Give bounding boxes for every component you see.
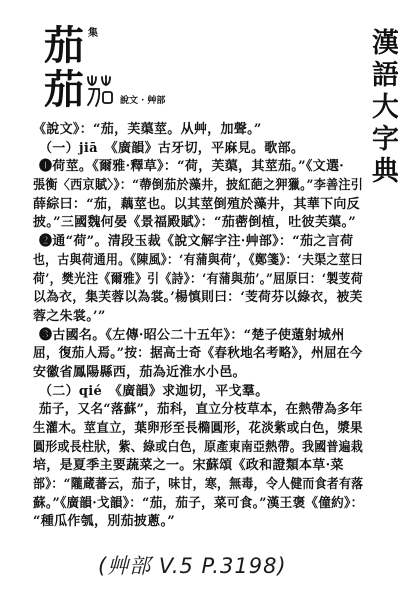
text-line bbox=[33, 383, 363, 402]
headword-mark: 集 bbox=[88, 28, 98, 39]
text-line-content: 以為衣，集芙蓉以為裳。’楊慎則曰：‘芰荷芬以綠衣，被芙 bbox=[33, 290, 363, 306]
text-line bbox=[33, 177, 363, 196]
text-line bbox=[33, 158, 363, 177]
text-line-content: 安徽省鳳陽縣西，茄為近淮水小邑。 bbox=[33, 364, 246, 380]
dictionary-title: 漢語大字典 bbox=[367, 28, 398, 188]
text-line bbox=[33, 327, 363, 346]
text-line-content: 薛綜曰：“茄，藕莖也。以其莖倒殖於藻井，其華下向反 bbox=[33, 196, 360, 212]
text-line-content: 披。”三國魏何晏《景福殿賦》：“茄蔤倒植，吐彼芙蕖。” bbox=[33, 215, 357, 231]
text-line-content: 蓉之朱裳。’” bbox=[33, 308, 106, 324]
text-line-content: 張衡〈西京賦〉》：“蔕倒茄於藻井，披紅葩之狎獵。”李善注引 bbox=[33, 178, 363, 194]
text-line-content: 部》：“隴蔵蕃云，茄子，味甘，寒，無毒，令人健而食者有落 bbox=[33, 477, 363, 493]
text-line-content: 《說文》：“茄，芙蕖莖。从艸，加聲。” bbox=[33, 122, 262, 137]
text-line bbox=[33, 420, 363, 439]
text-line-content: 荷’，樊光注《爾雅》引《詩》：‘有蒲與茄’。”屈原曰：‘製芰荷 bbox=[33, 271, 363, 287]
text-line bbox=[33, 289, 363, 308]
text-line bbox=[33, 495, 363, 514]
seal-script-icon bbox=[86, 74, 116, 108]
text-line-content: 屈，復茄人焉。”按：据高士奇《春秋地名考略》，州屈在今 bbox=[33, 346, 363, 362]
text-line bbox=[33, 345, 363, 364]
handwritten-note: (艸部 V.5 P.3198) bbox=[98, 554, 287, 578]
text-line-content: （二）qié 《廣韻》求迦切，平戈羣。 bbox=[39, 383, 269, 399]
text-line-content: （一）jiā 《廣韻》古牙切，平麻見。歌部。 bbox=[39, 140, 305, 156]
source-label: 說文 · 艸部 bbox=[120, 96, 166, 106]
text-line bbox=[33, 476, 363, 495]
text-line-content: 也，古與荷通用。《陳風》：‘有蒲與荷’，《鄭箋》：‘夫渠之莖曰 bbox=[33, 252, 363, 268]
text-line bbox=[33, 401, 363, 420]
text-line-content: 圓形或長柱狀，紫、綠或白色，原產東南亞熱帶。我國普遍栽 bbox=[33, 439, 363, 455]
text-line bbox=[33, 214, 363, 233]
text-line-content: ❷通“荷”。清段玉裁《說文解字注·艸部》：“茄之言荷 bbox=[39, 234, 354, 250]
text-line-content: 培，是夏季主要蔬菜之一。宋蘇頌《政和證類本草·菜 bbox=[33, 458, 344, 474]
headword-char: 茄 bbox=[44, 22, 84, 69]
text-line bbox=[33, 233, 363, 252]
text-line bbox=[33, 121, 363, 140]
text-line bbox=[33, 439, 363, 458]
text-line bbox=[33, 513, 363, 532]
entry-body bbox=[33, 121, 363, 532]
text-line-content: 蘇。”《廣韻·戈韻》：“茄，茄子，菜可食。”漢王褒《僮約》： bbox=[33, 495, 363, 511]
text-line bbox=[33, 271, 363, 290]
text-line bbox=[33, 252, 363, 271]
text-line bbox=[33, 457, 363, 476]
text-line bbox=[33, 308, 363, 327]
text-line bbox=[33, 196, 363, 215]
headword-traditional-char: 茄 bbox=[44, 66, 84, 113]
text-line-content: ❸古國名。《左傳·昭公二十五年》：“楚子使薳射城州 bbox=[39, 327, 345, 343]
text-line-content: “種瓜作瓠，別茄披蔥。” bbox=[33, 514, 176, 530]
text-line bbox=[33, 140, 363, 159]
text-line-content: 生灌木。莖直立，葉卵形至長橢圓形，花淡紫或白色，漿果 bbox=[33, 421, 363, 436]
text-line-content: 茄子，又名“落蘇”，茄科，直立分枝草本，在熱帶為多年 bbox=[39, 402, 363, 418]
text-line-content: ❶荷莖。《爾雅·釋草》：“荷，芙蕖，其莖茄。”《文選· bbox=[39, 159, 345, 175]
text-line bbox=[33, 364, 363, 383]
